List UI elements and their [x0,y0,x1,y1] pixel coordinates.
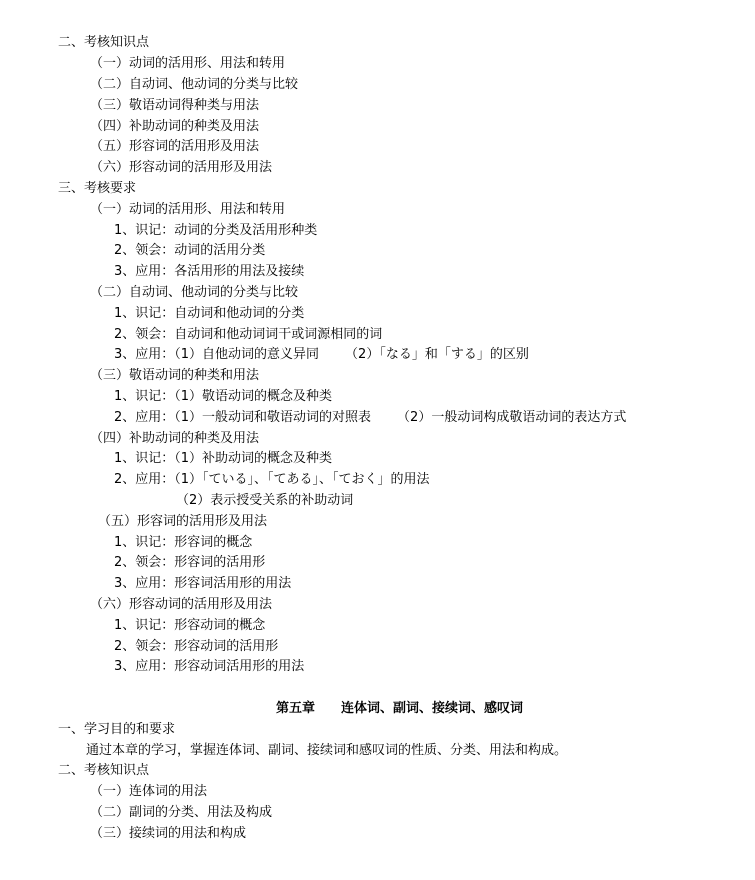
subsection-heading: （三）敬语动词的种类和用法 [90,368,260,383]
list-item-part: （2）一般动词构成敬语动词的表达方式 [397,410,627,425]
subsection-heading: （六）形容动词的活用形及用法 [90,597,273,612]
section-heading: 二、考核知识点 [58,35,150,50]
list-item: （六）形容动词的活用形及用法 [90,160,273,175]
list-item-part: 2、应用：（1）一般动词和敬语动词的对照表 [114,410,372,425]
list-item: 1、识记：（1）敬语动词的概念及种类 [114,389,333,404]
list-item: 2、领会：自动词和他动词词干或词源相同的词 [114,327,383,342]
list-item [114,408,626,428]
list-item: （五）形容词的活用形及用法 [90,139,260,154]
list-item-part: （2）「なる」和「する」的区别 [345,347,529,362]
list-item: 3、应用：形容动词活用形的用法 [114,659,305,674]
list-item: 3、应用：形容词活用形的用法 [114,576,292,591]
list-item [114,345,529,365]
list-item: 1、识记：自动词和他动词的分类 [114,306,305,321]
list-item: （三）接续词的用法和构成 [90,826,247,841]
list-item: 1、识记：形容词的概念 [114,535,253,550]
list-item-part: 3、应用：（1）自他动词的意义异同 [114,347,320,362]
list-item: （一）连体词的用法 [90,784,208,799]
list-item: 1、识记：形容动词的概念 [114,618,266,633]
list-item: （二）自动词、他动词的分类与比较 [90,77,299,92]
chapter-number: 第五章 [276,701,316,716]
subsection-heading: （五）形容词的活用形及用法 [98,514,268,529]
paragraph: 通过本章的学习，掌握连体词、副词、接续词和感叹词的性质、分类、用法和构成。 [86,743,568,758]
list-item: 1、识记：动词的分类及活用形种类 [114,223,318,238]
subsection-heading: （二）自动词、他动词的分类与比较 [90,285,299,300]
list-item: 3、应用：各活用形的用法及接续 [114,264,305,279]
chapter-heading [276,699,523,719]
list-item-continuation: （2）表示授受关系的补助动词 [176,493,354,508]
list-item: 1、识记：（1）补助动词的概念及种类 [114,451,333,466]
subsection-heading: （四）补助动词的种类及用法 [90,431,260,446]
list-item: 2、领会：形容词的活用形 [114,555,266,570]
chapter-title: 连体词、副词、接续词、感叹词 [341,701,524,716]
subsection-heading: （一）动词的活用形、用法和转用 [90,202,286,217]
list-item: （三）敬语动词得种类与用法 [90,98,260,113]
list-item: 2、领会：动词的活用分类 [114,243,266,258]
list-item: 2、领会：形容动词的活用形 [114,639,279,654]
list-item: （四）补助动词的种类及用法 [90,119,260,134]
list-item: 2、应用：（1）「ている」、「てある」、「ておく」的用法 [114,472,430,487]
section-heading: 三、考核要求 [58,181,137,196]
list-item: （二）副词的分类、用法及构成 [90,805,273,820]
section-heading: 二、考核知识点 [58,763,150,778]
list-item: （一）动词的活用形、用法和转用 [90,56,286,71]
section-heading: 一、学习目的和要求 [58,722,176,737]
